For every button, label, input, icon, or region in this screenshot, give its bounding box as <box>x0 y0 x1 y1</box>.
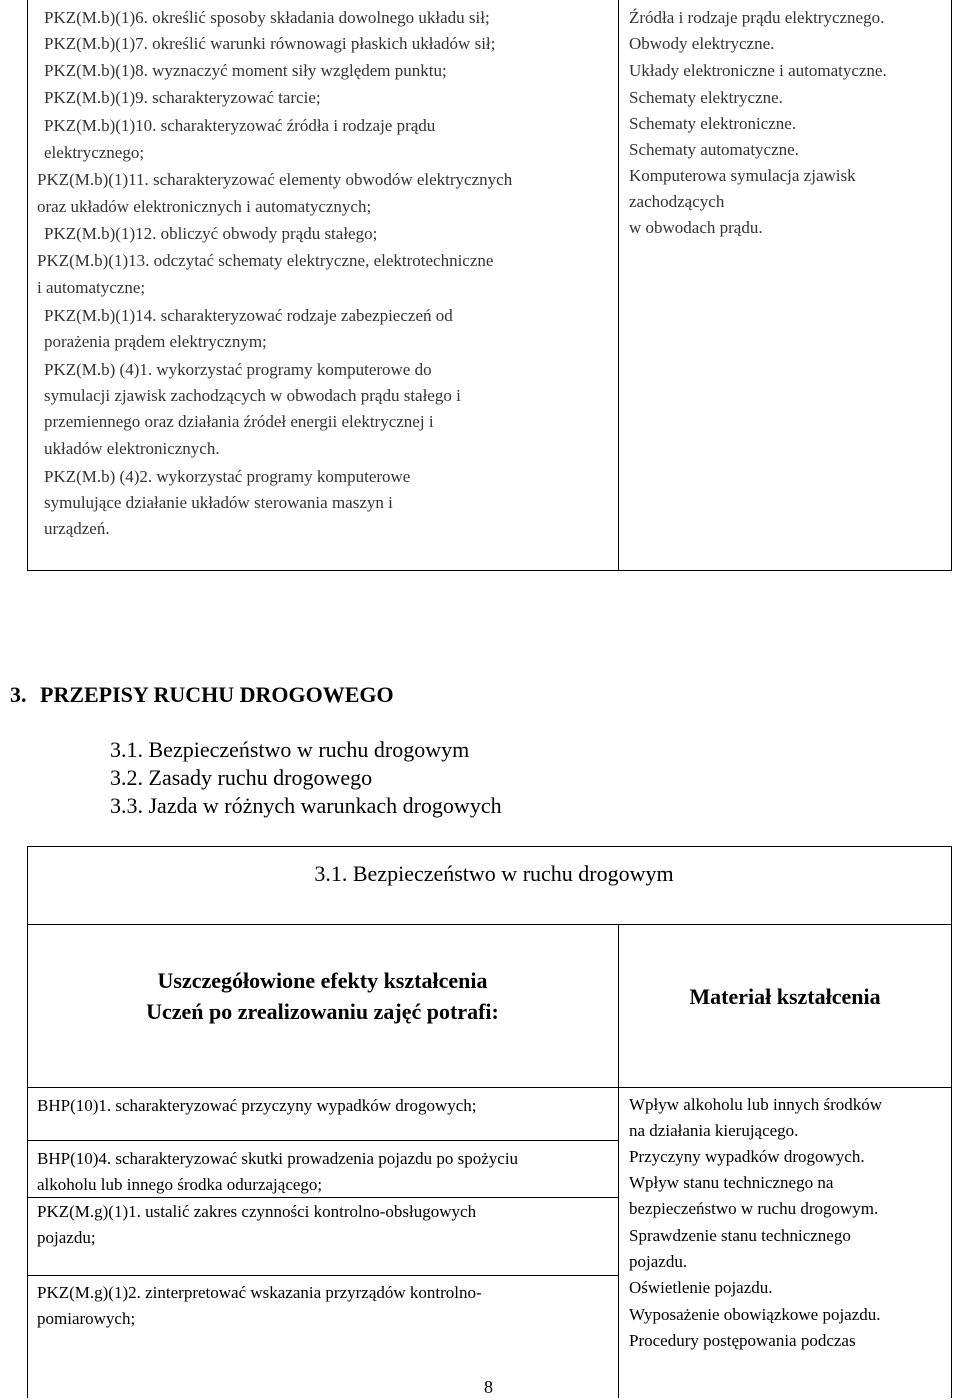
header-material: Materiał kształcenia <box>689 984 881 1009</box>
outcome-line: i automatyczne; <box>37 278 146 297</box>
outcome-line: PKZ(M.b)(1)7. określić warunki równowagi płaskich układów sił; <box>44 34 496 53</box>
material-line: Źródła i rodzaje prądu elektrycznego. <box>629 8 885 27</box>
material-line: Układy elektroniczne i automatyczne. <box>629 61 887 80</box>
outcome-line: pomiarowych; <box>37 1309 136 1328</box>
outcome-line: PKZ(M.b)(1)6. określić sposoby składania dowolnego układu sił; <box>44 8 490 27</box>
outcome-line: PKZ(M.b) (4)2. wykorzystać programy komputerowe <box>44 467 411 486</box>
outcome-line: alkoholu lub innego środka odurzającego; <box>37 1175 323 1194</box>
outcome-line: PKZ(M.g)(1)2. zinterpretować wskazania przyrządów kontrolno- <box>37 1283 482 1302</box>
section-title: PRZEPISY RUCHU DROGOWEGO <box>40 682 394 707</box>
page-number: 8 <box>484 1377 493 1397</box>
outcome-line: przemiennego oraz działania źródeł energii elektrycznej i <box>44 412 434 431</box>
material-line: Komputerowa symulacja zjawisk <box>629 166 856 185</box>
outcome-line: PKZ(M.b)(1)9. scharakteryzować tarcie; <box>44 88 321 107</box>
header-outcomes-line: Uszczegółowione efekty kształcenia <box>157 968 488 993</box>
outcome-line: BHP(10)4. scharakteryzować skutki prowadzenia pojazdu po spożyciu <box>37 1149 519 1168</box>
material-line: na działania kierującego. <box>629 1121 799 1140</box>
outcome-line: PKZ(M.b) (4)1. wykorzystać programy komputerowe do <box>44 360 432 379</box>
section-number: 3. <box>10 682 27 707</box>
material-line: Oświetlenie pojazdu. <box>629 1278 773 1297</box>
material-line: Obwody elektryczne. <box>629 34 775 53</box>
subsection-item: 3.1. Bezpieczeństwo w ruchu drogowym <box>110 737 470 762</box>
material-line: Schematy elektryczne. <box>629 88 783 107</box>
material-line: Schematy elektroniczne. <box>629 114 797 133</box>
outcome-line: PKZ(M.b)(1)14. scharakteryzować rodzaje zabezpieczeń od <box>44 306 453 325</box>
outcome-line: PKZ(M.g)(1)1. ustalić zakres czynności kontrolno-obsługowych <box>37 1202 477 1221</box>
unit-table-title: 3.1. Bezpieczeństwo w ruchu drogowym <box>314 861 674 886</box>
outcome-line: układów elektronicznych. <box>44 439 220 458</box>
subsection-item: 3.2. Zasady ruchu drogowego <box>110 765 373 790</box>
material-line: zachodzących <box>629 192 725 211</box>
outcome-line: PKZ(M.b)(1)12. obliczyć obwody prądu stałego; <box>44 224 378 243</box>
outcome-line: PKZ(M.b)(1)10. scharakteryzować źródła i rodzaje prądu <box>44 116 436 135</box>
outcome-line: oraz układów elektronicznych i automatycznych; <box>37 197 372 216</box>
material-line: Przyczyny wypadków drogowych. <box>629 1147 865 1166</box>
material-line: pojazdu. <box>629 1252 688 1271</box>
material-line: Procedury postępowania podczas <box>629 1331 856 1350</box>
header-outcomes-line: Uczeń po zrealizowaniu zajęć potrafi: <box>146 999 499 1024</box>
unit-table-header-divider <box>27 1087 952 1088</box>
outcome-line: symulacji zjawisk zachodzących w obwodach prądu stałego i <box>44 386 461 405</box>
outcome-line: elektrycznego; <box>44 143 145 162</box>
outcome-line: PKZ(M.b)(1)8. wyznaczyć moment siły względem punktu; <box>44 61 447 80</box>
outcome-line: urządzeń. <box>44 519 110 538</box>
outcome-line: BHP(10)1. scharakteryzować przyczyny wypadków drogowych; <box>37 1096 477 1115</box>
material-line: w obwodach prądu. <box>629 218 763 237</box>
outcome-line: pojazdu; <box>37 1228 96 1247</box>
outcome-line: PKZ(M.b)(1)11. scharakteryzować elementy obwodów elektrycznych <box>37 170 513 189</box>
material-line: Schematy automatyczne. <box>629 140 799 159</box>
material-line: Wpływ stanu technicznego na <box>629 1173 834 1192</box>
row-divider <box>27 1197 618 1198</box>
subsection-item: 3.3. Jazda w różnych warunkach drogowych <box>110 793 502 818</box>
section-heading <box>10 682 394 708</box>
material-line: Wpływ alkoholu lub innych środków <box>629 1095 883 1114</box>
table-column-divider <box>618 0 619 571</box>
outcome-line: symulujące działanie układów sterowania maszyn i <box>44 493 393 512</box>
outcome-line: porażenia prądem elektrycznym; <box>44 332 267 351</box>
row-divider <box>27 1140 618 1141</box>
material-line: Sprawdzenie stanu technicznego <box>629 1226 851 1245</box>
row-divider <box>27 1275 618 1276</box>
unit-table-title-divider <box>27 924 952 925</box>
material-line: bezpieczeństwo w ruchu drogowym. <box>629 1199 879 1218</box>
material-line: Wyposażenie obowiązkowe pojazdu. <box>629 1305 881 1324</box>
outcome-line: PKZ(M.b)(1)13. odczytać schematy elektryczne, elektrotechniczne <box>37 251 494 270</box>
